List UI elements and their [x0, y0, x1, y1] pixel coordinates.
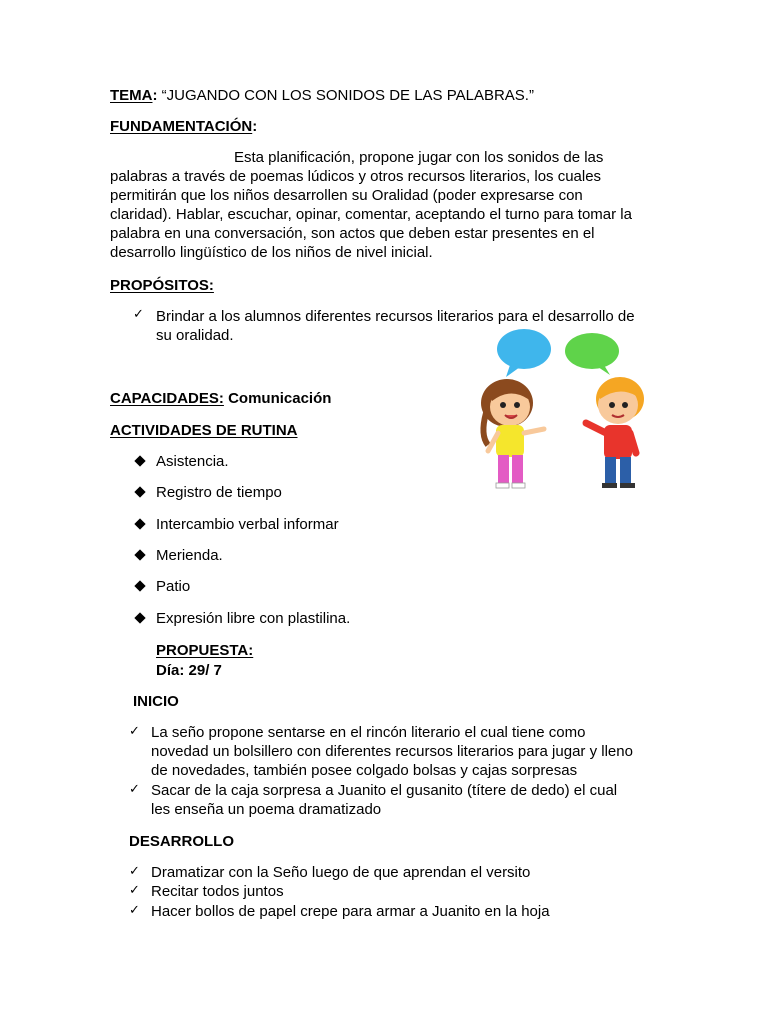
- rutina-item: Asistencia.: [156, 453, 229, 470]
- paragraph-line: claridad). Hablar, escuchar, opinar, comentar, aceptando el turno para tomar la: [110, 206, 632, 223]
- capacidades-line: [110, 389, 331, 408]
- checkmark-icon: ✓: [129, 724, 140, 739]
- checkmark-icon: ✓: [133, 307, 144, 322]
- propositos-label: PROPÓSITOS:: [110, 277, 214, 294]
- checkmark-icon: ✓: [129, 883, 140, 898]
- rutina-item: Intercambio verbal informar: [156, 516, 339, 533]
- rutina-label: ACTIVIDADES DE RUTINA: [110, 422, 298, 439]
- diamond-bullet-icon: [134, 455, 145, 466]
- speech-bubble-right-icon: [565, 333, 619, 375]
- inicio-item: [151, 781, 617, 819]
- rutina-item: Merienda.: [156, 547, 223, 564]
- diamond-bullet-icon: [134, 580, 145, 591]
- checkmark-icon: ✓: [129, 903, 140, 918]
- boy-figure-icon: [586, 377, 644, 488]
- capacidades-value: Comunicación: [223, 390, 332, 407]
- diamond-bullet-icon: [134, 549, 145, 560]
- list-item-line: su oralidad.: [156, 327, 234, 344]
- list-item-line: les enseña un poema dramatizado: [151, 801, 382, 818]
- propuesta-label: PROPUESTA:: [156, 642, 254, 659]
- children-talking-illustration: [470, 325, 660, 495]
- tema-label: TEMA: [110, 87, 153, 104]
- inicio-item: [151, 723, 633, 780]
- checkmark-icon: ✓: [129, 864, 140, 879]
- propuesta-dia: Día: 29/ 7: [156, 662, 222, 679]
- list-item-line: de novedades, también posee colgado bolsas y cajas sorpresas: [151, 762, 578, 779]
- capacidades-label: CAPACIDADES:: [110, 390, 224, 407]
- fundamentacion-label: FUNDAMENTACIÓN: [110, 118, 253, 135]
- tema-title: “JUGANDO CON LOS SONIDOS DE LAS PALABRAS.”: [157, 87, 534, 104]
- list-item-line: La seño propone sentarse en el rincón literario el cual tiene como: [151, 724, 586, 741]
- fundamentacion-heading: [110, 117, 257, 136]
- desarrollo-label: DESARROLLO: [129, 833, 234, 850]
- list-item-line: novedad un bolsillero con diferentes recursos literarios para jugar y lleno: [151, 743, 633, 760]
- fundamentacion-colon: :: [252, 118, 258, 135]
- diamond-bullet-icon: [134, 486, 145, 497]
- rutina-item: Expresión libre con plastilina.: [156, 610, 351, 627]
- paragraph-line: palabras a través de poemas lúdicos y otros recursos literarios, los cuales: [110, 168, 602, 185]
- diamond-bullet-icon: [134, 518, 145, 529]
- speech-bubble-left-icon: [497, 329, 551, 377]
- paragraph-line: palabra en una conversación, son actos que deben estar presentes en el: [110, 225, 595, 242]
- list-item-line: Sacar de la caja sorpresa a Juanito el gusanito (títere de dedo) el cual: [151, 782, 618, 799]
- rutina-item: Registro de tiempo: [156, 484, 282, 501]
- paragraph-line: Esta planificación, propone jugar con los sonidos de las: [234, 149, 604, 166]
- rutina-item: Patio: [156, 578, 191, 595]
- diamond-bullet-icon: [134, 612, 145, 623]
- desarrollo-item: Dramatizar con la Seño luego de que aprendan el versito: [151, 864, 531, 881]
- tema-line: [110, 86, 534, 105]
- list-item-line: Brindar a los alumnos diferentes recursos literarios para el desarrollo de: [156, 308, 635, 325]
- paragraph-line: desarrollo lingüístico de los niños de nivel inicial.: [110, 244, 433, 261]
- tema-colon: :: [152, 87, 158, 104]
- checkmark-icon: ✓: [129, 782, 140, 797]
- girl-figure-icon: [481, 379, 544, 488]
- desarrollo-item: Hacer bollos de papel crepe para armar a Juanito en la hoja: [151, 903, 550, 920]
- fundamentacion-paragraph: [110, 148, 670, 262]
- inicio-label: INICIO: [133, 693, 179, 710]
- paragraph-line: permitirán que los niños desarrollen su Oralidad (poder expresarse con: [110, 187, 583, 204]
- desarrollo-item: Recitar todos juntos: [151, 883, 284, 900]
